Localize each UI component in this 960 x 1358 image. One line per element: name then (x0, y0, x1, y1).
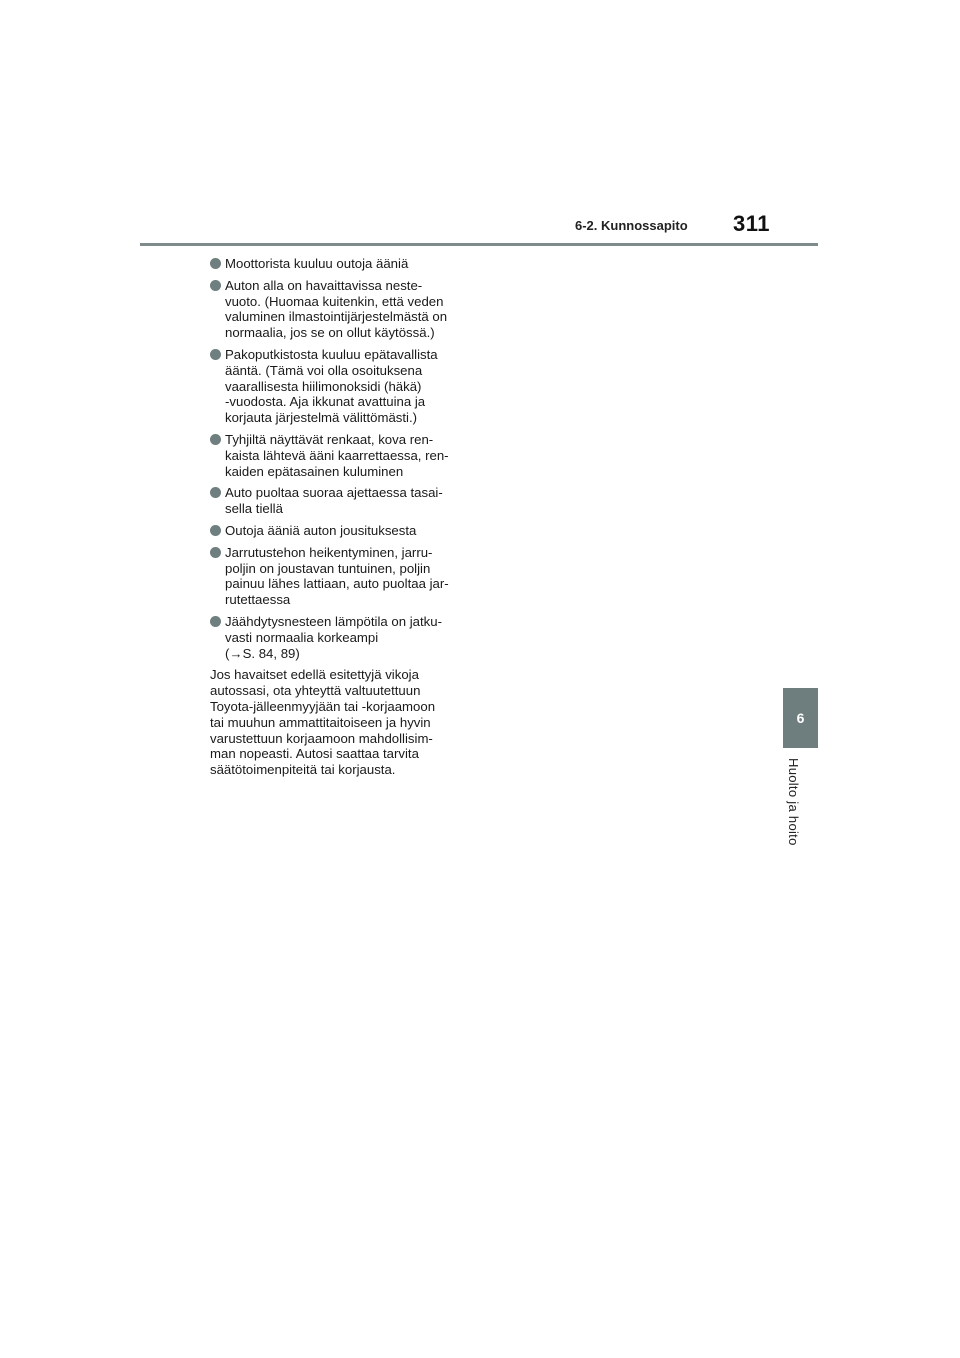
list-item-text: Moottorista kuuluu outoja ääniä (225, 256, 409, 271)
bullet-dot-icon (210, 258, 221, 269)
bullet-dot-icon (210, 547, 221, 558)
list-item-text: Auton alla on havaittavissa neste- vuoto. (Huomaa kuitenkin, että veden valuminen ilmastointijärjestelmästä on normaalia, jos se on ollut käytössä.) (225, 277, 448, 341)
chapter-tab (783, 688, 818, 748)
bullet-dot-icon (210, 349, 221, 360)
list-item-text: Jäähdytysnesteen lämpötila on jatku- vasti normaalia korkeampi (→S. 84, 89) (225, 613, 442, 661)
list-item (210, 347, 472, 426)
list-item-text: Pakoputkistosta kuuluu epätavallista ääntä. (Tämä voi olla osoituksena vaarallisesta hiilimonoksidi (häkä) -vuodosta. Aja ikkunat avattuina ja korjauta järjestelmä välittömästi.) (225, 346, 438, 426)
list-item (210, 485, 472, 517)
list-item (210, 432, 472, 479)
list-item (210, 523, 472, 539)
header-divider (140, 243, 818, 246)
list-item (210, 256, 472, 272)
bullet-dot-icon (210, 280, 221, 291)
main-content (210, 256, 472, 778)
list-item-text: Auto puoltaa suoraa ajettaessa tasai- sella tiellä (225, 485, 443, 517)
chapter-title: Huolto ja hoito (786, 758, 801, 846)
list-item-text: Jarrutustehon heikentyminen, jarru- poljin on joustavan tuntuinen, poljin painuu lähes lattiaan, auto puoltaa jar- rutettaessa (225, 544, 449, 608)
bullet-dot-icon (210, 616, 221, 627)
bullet-dot-icon (210, 487, 221, 498)
list-item-text: Outoja ääniä auton jousituksesta (225, 522, 417, 538)
chapter-number: 6 (796, 710, 805, 726)
bullet-dot-icon (210, 434, 221, 445)
list-item-text: Tyhjiltä näyttävät renkaat, kova ren- kaista lähtevä ääni kaarrettaessa, ren- kaiden epätasainen kuluminen (225, 431, 449, 479)
list-item (210, 278, 472, 341)
bullet-dot-icon (210, 525, 221, 536)
list-item (210, 614, 472, 661)
closing-paragraph: Jos havaitset edellä esitettyjä vikoja autossasi, ota yhteyttä valtuutettuun Toyota-jälleenmyyjään tai -korjaamoon tai muuhun ammattitaitoiseen ja hyvin varustettuun korjaamoon mahdollisim- man nopeasti. Autosi saattaa tarvita säätötoimenpiteitä tai korjausta. (210, 667, 436, 778)
symptom-list (210, 256, 472, 661)
section-title: 6-2. Kunnossapito (575, 218, 688, 233)
page-number: 311 (733, 211, 770, 236)
list-item (210, 545, 472, 608)
